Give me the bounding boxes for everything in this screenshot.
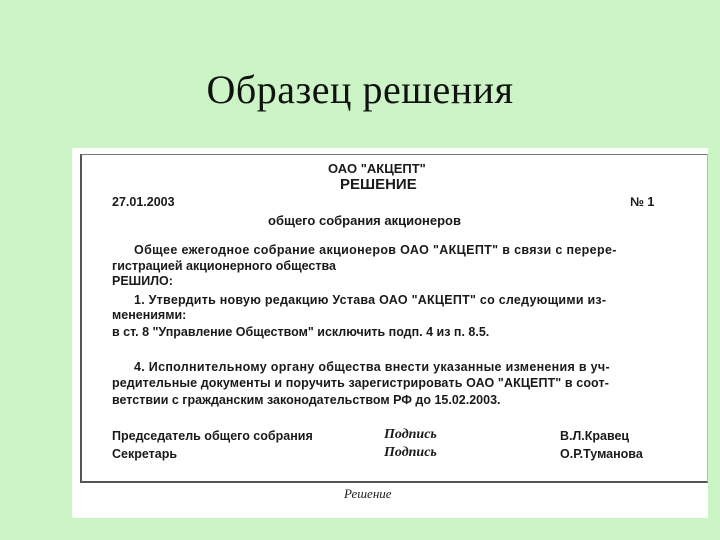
secretary-name: О.Р.Туманова bbox=[560, 447, 643, 461]
item-4-line: 4. Исполнительному органу общества внести указанные изменения в уч- bbox=[134, 360, 610, 374]
item-1-line: в ст. 8 "Управление Обществом" исключить подп. 4 из п. 8.5. bbox=[112, 325, 490, 339]
item-4-line: редительные документы и поручить зарегистрировать ОАО "АКЦЕПТ" в соот- bbox=[112, 376, 609, 390]
resolved-label: РЕШИЛО: bbox=[112, 274, 173, 288]
secretary-signature: Подпись bbox=[384, 445, 437, 460]
image-caption: Решение bbox=[344, 486, 392, 501]
chairman-signature: Подпись bbox=[384, 427, 437, 442]
document-subtitle: общего собрания акционеров bbox=[268, 213, 461, 228]
item-4-line: ветствии с гражданским законодательством РФ до 15.02.2003. bbox=[112, 393, 501, 407]
preamble-line: гистрацией акционерного общества bbox=[112, 259, 336, 273]
document-frame bbox=[80, 154, 708, 483]
item-1-line: 1. Утвердить новую редакцию Устава ОАО "АКЦЕПТ" со следующими из- bbox=[134, 293, 607, 307]
secretary-role: Секретарь bbox=[112, 447, 178, 461]
document-heading: РЕШЕНИЕ bbox=[340, 176, 417, 193]
document-date: 27.01.2003 bbox=[112, 195, 175, 209]
chairman-role: Председатель общего собрания bbox=[112, 429, 313, 443]
organization-name: ОАО "АКЦЕПТ" bbox=[328, 161, 426, 176]
preamble-line: Общее ежегодное собрание акционеров ОАО "АКЦЕПТ" в связи с перере- bbox=[134, 243, 617, 257]
document-scan bbox=[72, 148, 708, 518]
chairman-name: В.Л.Кравец bbox=[560, 429, 630, 443]
item-1-line: менениями: bbox=[112, 308, 187, 322]
slide-title: Образец решения bbox=[206, 67, 514, 112]
document-number: № 1 bbox=[630, 195, 655, 209]
